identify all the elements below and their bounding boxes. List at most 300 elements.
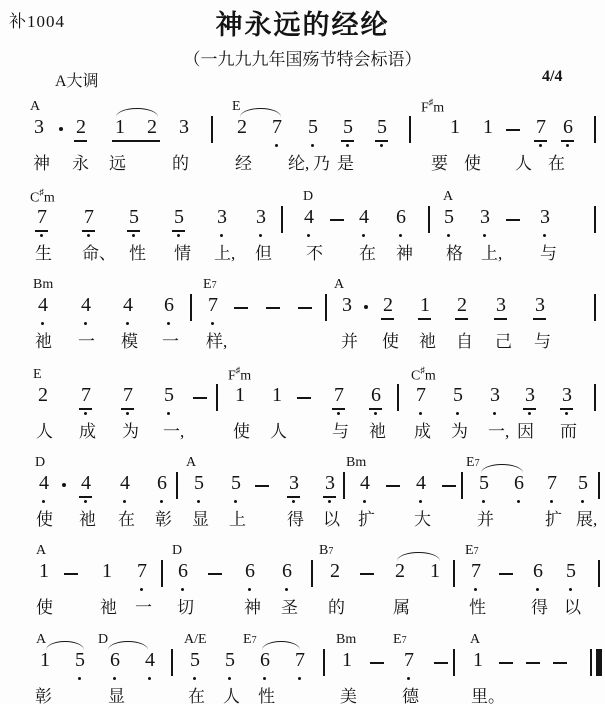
eighth-underline (82, 230, 95, 232)
note-digit: 7 (81, 384, 91, 406)
low-octave-dot (197, 500, 200, 503)
duration-dash (266, 307, 280, 309)
system-2 (0, 186, 605, 274)
lyric-syllable: 己 (495, 332, 512, 351)
lyric-syllable: 与 (540, 244, 557, 263)
note-digit: 3 (480, 206, 490, 228)
low-octave-dot (569, 588, 572, 591)
note-digit: 6 (396, 206, 406, 228)
chord-label: D (35, 455, 46, 470)
low-octave-dot (482, 500, 485, 503)
barline (461, 472, 463, 499)
note-digit: 4 (123, 294, 133, 316)
low-octave-dot (328, 500, 331, 503)
note-digit: 3 (562, 384, 572, 406)
system-1 (0, 96, 605, 184)
note-digit: 1 (473, 649, 483, 671)
low-octave-dot (565, 412, 568, 415)
note-digit: 2 (38, 384, 48, 406)
chord-label: E7 (393, 632, 407, 647)
lyric-syllable: 一 (78, 332, 95, 351)
lyric-syllable: 一 (135, 598, 152, 617)
hymn-title: 神永远的经纶 (215, 10, 390, 40)
eighth-underline (455, 318, 468, 320)
chord-label: Bm (336, 632, 357, 647)
barline (171, 649, 173, 676)
note-digit: 6 (245, 560, 255, 582)
low-octave-dot (248, 588, 251, 591)
note-digit: 1 (450, 116, 460, 138)
note-digit: 1 (342, 649, 352, 671)
barline (216, 384, 218, 411)
barline (211, 116, 213, 143)
augmentation-dot (62, 483, 66, 487)
note-digit: 5 (479, 472, 489, 494)
note-digit: 2 (76, 116, 86, 138)
low-octave-dot (193, 677, 196, 680)
lyric-syllable: 神 (33, 154, 50, 173)
note-digit: 3 (496, 294, 506, 316)
barline (453, 649, 455, 676)
note-digit: 5 (308, 116, 318, 138)
augmentation-dot (364, 305, 368, 309)
lyric-syllable: 显 (108, 687, 125, 704)
lyric-syllable: 远 (109, 154, 126, 173)
low-octave-dot (220, 234, 223, 237)
barline (594, 384, 596, 411)
low-octave-dot (483, 234, 486, 237)
chord-label: A (443, 189, 454, 204)
low-octave-dot (536, 588, 539, 591)
lyric-syllable: 上, (481, 244, 503, 263)
lyric-syllable: 人 (270, 422, 287, 441)
note-digit: 7 (471, 560, 481, 582)
low-octave-dot (407, 677, 410, 680)
lyric-syllable: 得 (531, 598, 548, 617)
lyric-syllable: 自 (456, 332, 473, 351)
eighth-underline (494, 318, 507, 320)
barline (311, 560, 313, 587)
note-digit: 7 (404, 649, 414, 671)
chord-label: F♯m (421, 97, 445, 116)
eighth-underline (287, 496, 300, 498)
duration-dash (553, 662, 567, 664)
note-digit: 7 (208, 294, 218, 316)
lyric-syllable: 因 (517, 422, 534, 441)
barline (325, 294, 327, 321)
note-digit: 7 (123, 384, 133, 406)
eighth-underline (523, 408, 536, 410)
duration-dash (506, 129, 520, 131)
lyric-syllable: 切 (177, 598, 194, 617)
note-digit: 1 (272, 384, 282, 406)
duration-dash (193, 397, 207, 399)
low-octave-dot (566, 144, 569, 147)
duration-dash (64, 573, 78, 575)
eighth-underline (533, 318, 546, 320)
note-digit: 5 (444, 206, 454, 228)
note-digit: 5 (225, 649, 235, 671)
note-digit: 1 (430, 560, 440, 582)
eighth-underline (74, 140, 87, 142)
low-octave-dot (337, 412, 340, 415)
lyric-syllable: 的 (172, 154, 189, 173)
lyric-syllable: 祂 (369, 422, 386, 441)
duration-dash (330, 219, 344, 221)
barline (598, 560, 600, 587)
lyric-syllable: 为 (451, 422, 468, 441)
lyric-syllable: 情 (174, 244, 191, 263)
lyric-syllable: 祂 (100, 598, 117, 617)
note-digit: 3 (217, 206, 227, 228)
lyric-syllable: 一, (163, 422, 185, 441)
duration-dash (255, 485, 269, 487)
note-digit: 1 (483, 116, 493, 138)
note-digit: 3 (325, 472, 335, 494)
low-octave-dot (307, 234, 310, 237)
chord-label: A (36, 632, 47, 647)
barline (161, 560, 163, 587)
catalog-number: 补1004 (9, 12, 65, 31)
note-digit: 7 (295, 649, 305, 671)
lyric-syllable: 以 (323, 510, 340, 529)
note-digit: 5 (343, 116, 353, 138)
low-octave-dot (374, 412, 377, 415)
lyric-syllable: 并 (341, 332, 358, 351)
note-digit: 5 (129, 206, 139, 228)
barline (598, 472, 600, 499)
lyric-syllable: 扩 (358, 510, 375, 529)
time-signature: 4/4 (542, 68, 563, 85)
note-digit: 5 (566, 560, 576, 582)
system-5 (0, 452, 605, 540)
duration-dash (442, 485, 456, 487)
barline (176, 472, 178, 499)
lyric-syllable: 一 (162, 332, 179, 351)
low-octave-dot (167, 412, 170, 415)
note-digit: 3 (540, 206, 550, 228)
low-octave-dot (84, 412, 87, 415)
note-digit: 7 (416, 384, 426, 406)
lyric-syllable: 使 (233, 422, 250, 441)
lyric-syllable: 人 (223, 687, 240, 704)
duration-dash (526, 662, 540, 664)
note-digit: 3 (179, 116, 189, 138)
chord-label: A (470, 632, 481, 647)
lyric-syllable: 德 (402, 687, 419, 704)
augmentation-dot (59, 127, 63, 131)
lyric-syllable: 彰 (155, 510, 172, 529)
lyric-syllable: 经 (235, 154, 252, 173)
lyric-syllable: 神 (396, 244, 413, 263)
lyric-syllable: 使 (36, 510, 53, 529)
low-octave-dot (126, 412, 129, 415)
low-octave-dot (177, 234, 180, 237)
lyric-syllable: 得 (287, 510, 304, 529)
note-digit: 3 (525, 384, 535, 406)
lyric-syllable: 使 (464, 154, 481, 173)
chord-label: A (334, 277, 345, 292)
final-barline-thin (590, 649, 592, 676)
barline (323, 649, 325, 676)
note-digit: 2 (237, 116, 247, 138)
lyric-syllable: 彰 (35, 687, 52, 704)
note-digit: 6 (260, 649, 270, 671)
chord-label: E7 (465, 543, 479, 558)
note-digit: 1 (40, 649, 50, 671)
low-octave-dot (447, 234, 450, 237)
note-digit: 3 (342, 294, 352, 316)
chord-label: A (30, 99, 41, 114)
low-octave-dot (474, 588, 477, 591)
note-digit: 5 (190, 649, 200, 671)
note-digit: 4 (304, 206, 314, 228)
low-octave-dot (380, 144, 383, 147)
low-octave-dot (211, 322, 214, 325)
lyric-syllable: 而 (560, 422, 577, 441)
lyric-syllable: 在 (188, 687, 205, 704)
eighth-underline (35, 230, 48, 232)
note-digit: 7 (547, 472, 557, 494)
low-octave-dot (517, 500, 520, 503)
lyric-syllable: 人 (36, 422, 53, 441)
low-octave-dot (126, 322, 129, 325)
note-digit: 6 (533, 560, 543, 582)
low-octave-dot (160, 500, 163, 503)
low-octave-dot (123, 500, 126, 503)
low-octave-dot (228, 677, 231, 680)
duration-dash (297, 397, 311, 399)
duration-dash (506, 219, 520, 221)
low-octave-dot (167, 322, 170, 325)
chord-label: C♯m (411, 365, 436, 384)
lyric-syllable: 不 (306, 244, 323, 263)
lyric-syllable: 展, (576, 510, 598, 529)
note-digit: 5 (453, 384, 463, 406)
chord-label: E (33, 367, 42, 382)
low-octave-dot (285, 588, 288, 591)
note-digit: 6 (178, 560, 188, 582)
eighth-underline (369, 408, 382, 410)
eighth-underline (79, 496, 92, 498)
note-digit: 2 (395, 560, 405, 582)
lyric-syllable: 性 (258, 687, 275, 704)
lyric-syllable: 人 (515, 154, 532, 173)
eighth-underline (534, 140, 547, 142)
duration-dash (208, 573, 222, 575)
lyric-syllable: 但 (255, 244, 272, 263)
note-digit: 7 (37, 206, 47, 228)
note-digit: 5 (578, 472, 588, 494)
barline (343, 472, 345, 499)
note-digit: 1 (420, 294, 430, 316)
system-7 (0, 629, 605, 704)
note-digit: 5 (231, 472, 241, 494)
lyric-syllable: 永 (72, 154, 89, 173)
lyric-syllable: 神 (244, 598, 261, 617)
eighth-underline (121, 408, 134, 410)
chord-label: D (303, 189, 314, 204)
lyric-syllable: 是 (337, 154, 354, 173)
lyric-syllable: 为 (122, 422, 139, 441)
chord-label: E (232, 99, 241, 114)
low-octave-dot (148, 677, 151, 680)
note-digit: 3 (34, 116, 44, 138)
lyric-syllable: 里。 (471, 687, 505, 704)
lyric-syllable: 命、 (82, 244, 116, 263)
lyric-syllable: 纶, (288, 154, 310, 173)
lyric-syllable: 在 (359, 244, 376, 263)
duration-dash (234, 307, 248, 309)
barline (409, 116, 411, 143)
duration-dash (499, 662, 513, 664)
note-digit: 5 (174, 206, 184, 228)
eighth-underline (381, 318, 394, 320)
lyric-syllable: 祂 (35, 332, 52, 351)
note-digit: 5 (164, 384, 174, 406)
lyric-syllable: 生 (35, 244, 52, 263)
low-octave-dot (87, 234, 90, 237)
low-octave-dot (140, 588, 143, 591)
chord-label: F♯m (228, 365, 252, 384)
eighth-underline (341, 140, 354, 142)
low-octave-dot (42, 500, 45, 503)
low-octave-dot (493, 412, 496, 415)
lyric-syllable: 一, (488, 422, 510, 441)
low-octave-dot (275, 144, 278, 147)
eighth-underline (79, 408, 92, 410)
low-octave-dot (84, 500, 87, 503)
chord-label: C♯m (30, 187, 55, 206)
eighth-underline (375, 140, 388, 142)
hymn-subtitle: （一九九九年国殇节特会标语） (183, 50, 422, 69)
lyric-syllable: 乃 (313, 154, 330, 173)
note-digit: 6 (371, 384, 381, 406)
lyric-syllable: 的 (328, 598, 345, 617)
note-digit: 2 (147, 116, 157, 138)
low-octave-dot (292, 500, 295, 503)
eighth-underline (560, 408, 573, 410)
note-digit: 6 (514, 472, 524, 494)
lyric-syllable: 以 (564, 598, 581, 617)
duration-dash (360, 573, 374, 575)
note-digit: 4 (81, 472, 91, 494)
lyric-syllable: 与 (534, 332, 551, 351)
chord-label: E7 (466, 455, 480, 470)
lyric-syllable: 祂 (79, 510, 96, 529)
lyric-syllable: 并 (477, 510, 494, 529)
lyric-syllable: 显 (192, 510, 209, 529)
note-digit: 7 (536, 116, 546, 138)
duration-dash (386, 485, 400, 487)
lyric-syllable: 在 (118, 510, 135, 529)
barline (594, 294, 596, 321)
lyric-syllable: 样, (206, 332, 228, 351)
low-octave-dot (581, 500, 584, 503)
lyric-syllable: 扩 (545, 510, 562, 529)
note-digit: 3 (490, 384, 500, 406)
eighth-underline (323, 496, 336, 498)
chord-label: E7 (203, 277, 217, 292)
barline (397, 384, 399, 411)
note-digit: 4 (81, 294, 91, 316)
note-digit: 2 (330, 560, 340, 582)
chord-label: D (98, 632, 109, 647)
low-octave-dot (456, 412, 459, 415)
chord-label: A (36, 543, 47, 558)
system-6 (0, 540, 605, 628)
eighth-underline (418, 318, 431, 320)
low-octave-dot (550, 500, 553, 503)
eighth-underline (127, 230, 140, 232)
low-octave-dot (346, 144, 349, 147)
duration-dash (298, 307, 312, 309)
note-digit: 6 (282, 560, 292, 582)
barline (453, 560, 455, 587)
note-digit: 1 (235, 384, 245, 406)
lyric-syllable: 成 (79, 422, 96, 441)
chord-label: Bm (346, 455, 367, 470)
barline (594, 206, 596, 233)
eighth-underline (561, 140, 574, 142)
low-octave-dot (362, 234, 365, 237)
lyric-syllable: 性 (469, 598, 486, 617)
lyric-syllable: 成 (414, 422, 431, 441)
system-3 (0, 274, 605, 362)
low-octave-dot (40, 234, 43, 237)
low-octave-dot (399, 234, 402, 237)
low-octave-dot (41, 322, 44, 325)
chord-label: D (172, 543, 183, 558)
note-digit: 4 (145, 649, 155, 671)
lyric-syllable: 属 (393, 598, 410, 617)
lyric-syllable: 在 (548, 154, 565, 173)
note-digit: 3 (289, 472, 299, 494)
lyric-syllable: 使 (382, 332, 399, 351)
lyric-syllable: 美 (340, 687, 357, 704)
lyric-syllable: 大 (414, 510, 431, 529)
chord-label: A/E (184, 632, 207, 647)
note-digit: 2 (383, 294, 393, 316)
note-digit: 5 (75, 649, 85, 671)
chord-label: Bm (33, 277, 54, 292)
note-digit: 7 (84, 206, 94, 228)
duration-dash (434, 662, 448, 664)
eighth-underline (172, 230, 185, 232)
beam-line (112, 140, 160, 142)
lyric-syllable: 格 (446, 244, 463, 263)
note-digit: 4 (120, 472, 130, 494)
low-octave-dot (132, 234, 135, 237)
barline (428, 206, 430, 233)
lyric-syllable: 上, (214, 244, 236, 263)
note-digit: 3 (535, 294, 545, 316)
note-digit: 7 (334, 384, 344, 406)
chord-label: B7 (319, 543, 334, 558)
low-octave-dot (259, 234, 262, 237)
low-octave-dot (298, 677, 301, 680)
barline (594, 116, 596, 143)
lyric-syllable: 要 (431, 154, 448, 173)
note-digit: 6 (164, 294, 174, 316)
duration-dash (370, 662, 384, 664)
low-octave-dot (234, 500, 237, 503)
barline (190, 294, 192, 321)
chord-label: E7 (243, 632, 257, 647)
note-digit: 7 (272, 116, 282, 138)
chord-label: A (186, 455, 197, 470)
lyric-syllable: 模 (121, 332, 138, 351)
